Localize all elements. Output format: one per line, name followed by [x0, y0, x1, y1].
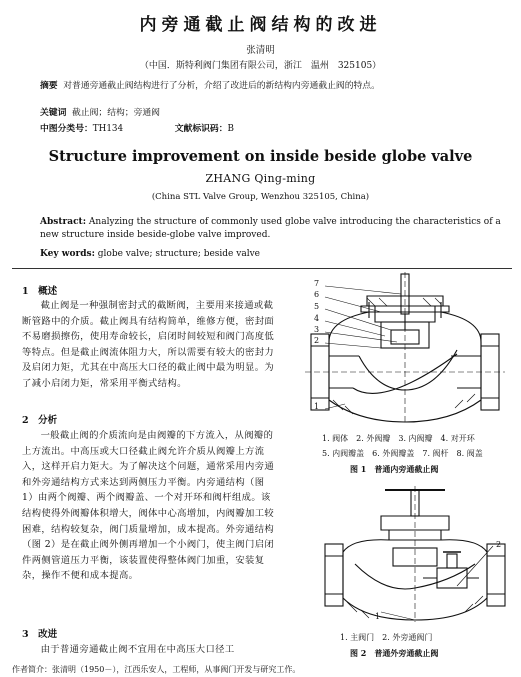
chinese-abstract-text: 对普通旁通截止阀结构进行了分析，介绍了改进后的新结构内旁通截止阀的特点。 — [63, 81, 380, 91]
figure-2-drawing — [315, 486, 510, 626]
figure-1-callout-7: 7 — [314, 279, 320, 288]
class-number-label: 中图分类号： — [40, 124, 93, 134]
figure-1-drawing — [305, 272, 515, 427]
chinese-abstract-label: 摘要 — [40, 81, 58, 91]
chinese-affiliation: （中国．斯特利阀门集团有限公司，浙江 温州 325105） — [139, 61, 382, 71]
figure-1-callout-2: 2 — [314, 336, 320, 345]
chinese-keywords — [40, 105, 160, 118]
document-code-label: 文献标识码： — [174, 124, 228, 134]
figure-1-callout-4: 4 — [314, 314, 320, 323]
chinese-title: 内旁通截止阀结构的改进 — [139, 15, 382, 35]
english-abstract — [40, 216, 510, 242]
figure-1-callout-3: 3 — [314, 325, 320, 334]
section-1-heading: 1 概述 — [22, 286, 58, 297]
section-2-body — [22, 428, 276, 584]
document-code-value: B — [227, 124, 234, 134]
chinese-keywords-text: 截止阀；结构；旁通阀 — [72, 108, 160, 118]
figure-2-legend: 1. 主阀门 2. 外旁通阀门 — [340, 633, 433, 642]
figure-1-callout-1: 1 — [314, 402, 320, 411]
figure-1-legend-line-2: 5. 内阀瓣盖 6. 外阀瓣盖 7. 阀杆 8. 阀盖 — [322, 449, 483, 458]
chinese-abstract — [40, 80, 500, 93]
section-1-body — [22, 298, 276, 392]
classification-line — [40, 121, 234, 134]
chinese-author: 张清明 — [246, 45, 275, 56]
english-keywords — [40, 249, 260, 259]
class-number-value: TH134 — [92, 124, 124, 134]
chinese-keywords-label: 关键词 — [40, 108, 67, 118]
section-1-paragraph: 截止阀是一种强制密封式的截断阀，主要用来接通或截断管路中的介质。截止阀具有结构简单，维修方便，密封面不易磨损擦伤，使用寿命较长，启闭时间较短和阀门高度低等特点。但是截止阀流体阻力大，所以需要有较大的密封力及启闭力矩，尤其在中高压大口径的截止阀中最为明显。为了减小启闭力矩，常采用平衡式结构。 — [22, 300, 275, 389]
english-author: ZHANG Qing-ming — [205, 172, 316, 185]
section-3-body — [22, 642, 276, 658]
english-title: Structure improvement on inside beside globe valve — [48, 148, 473, 165]
english-abstract-label: Abstract: — [40, 217, 87, 227]
figure-1-callout-5: 5 — [314, 302, 320, 311]
section-3-heading: 3 改进 — [22, 629, 58, 640]
english-affiliation: (China STL Valve Group, Wenzhou 325105, China) — [151, 192, 370, 202]
section-2-heading: 2 分析 — [22, 415, 58, 426]
figure-2-callout-1: 1 — [375, 612, 381, 621]
english-keywords-text: globe valve; structure; beside valve — [97, 249, 260, 259]
figure-1-legend-line-1: 1. 阀体 2. 外阀瓣 3. 内阀瓣 4. 对开环 — [322, 434, 475, 443]
figure-2-callout-2: 2 — [496, 540, 502, 549]
header-divider — [12, 268, 512, 269]
figure-1-callout-6: 6 — [314, 290, 320, 299]
english-abstract-text: Analyzing the structure of commonly used globe valve introducing the characteristics of a new structure inside beside-globe valve improved. — [40, 217, 501, 240]
author-bio-footnote: 作者简介：张清明（1950－），江西乐安人，工程师，从事阀门开发与研究工作。 — [12, 665, 301, 674]
section-3-paragraph: 由于普通旁通截止阀不宜用在中高压大口径工 — [40, 644, 235, 655]
figure-2-caption: 图 2 普通外旁通截止阀 — [350, 648, 439, 658]
section-2-paragraph: 一般截止阀的介质流向是由阀瓣的下方流入，从阀瓣的上方流出。中高压或大口径截止阀允许介质从阀瓣上方流入，这样开启力矩大。为了解决这个问题，通常采用内旁通和外旁通结构方式来达到两侧压力平衡。内旁通结构（图 1）由两个阀瓣、两个阀瓣盖、一个对开环和阀杆组成。该结构使得外阀瓣体积增大，阀体中心高增加，内阀瓣加工较困难，结构较复杂，阀门质量增加，成本提高。外旁通结构（图 2）是在截止阀外侧再增加一个小阀门，使主阀门启闭件两侧管道压力平衡，该装置使得整体阀门加重，安装复杂，操作不便和成本提高。 — [22, 430, 275, 582]
figure-1-caption: 图 1 普通内旁通截止阀 — [350, 464, 439, 474]
english-keywords-label: Key words: — [40, 249, 95, 259]
